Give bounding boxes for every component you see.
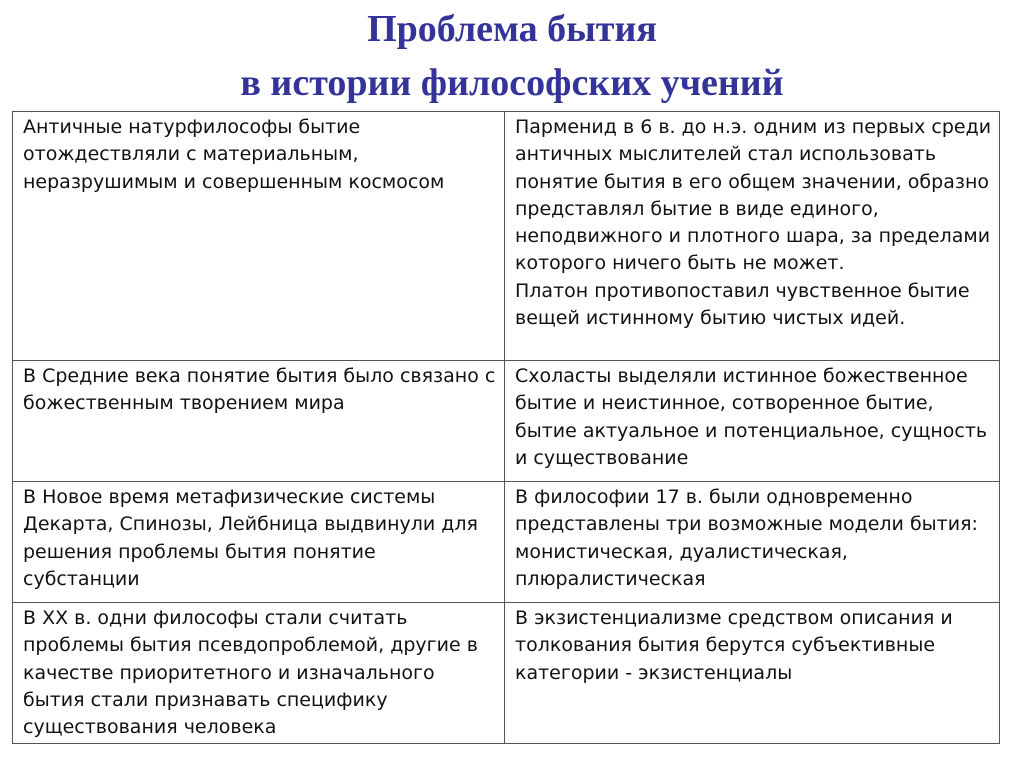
table-cell-left: В XX в. одни философы стали считать проблемы бытия псевдопроблемой, другие в качестве приоритетного и изначального бытия стали признавать специфику существования человека <box>13 603 505 744</box>
table-cell-right: В философии 17 в. были одновременно представлены три возможные модели бытия: монистическая, дуалистическая, плюралистическая <box>505 482 1000 603</box>
table-cell-right: Схоласты выделяли истинное божественное бытие и неистинное, сотворенное бытие, бытие актуальное и потенциальное, сущность и существование <box>505 361 1000 482</box>
philosophy-table <box>12 111 1000 744</box>
title-line-1: Проблема бытия <box>367 8 657 50</box>
table-cell-left: В Новое время метафизические системы Декарта, Спинозы, Лейбница выдвинули для решения проблемы бытия понятие субстанции <box>13 482 505 603</box>
table-cell-left: В Средние века понятие бытия было связано с божественным творением мира <box>13 361 505 482</box>
table-row-middle-ages <box>13 361 1000 482</box>
table-cell-left: Античные натурфилософы бытие отождествляли с материальным, неразрушимым и совершенным космосом <box>13 112 505 361</box>
slide-title <box>0 2 1024 110</box>
table-row-20th-century <box>13 603 1000 744</box>
table-row-modern-era <box>13 482 1000 603</box>
table-cell-right: Парменид в 6 в. до н.э. одним из первых среди античных мыслителей стал использовать понятие бытия в его общем значении, образно представлял бытие в виде единого, неподвижного и плотного шара, за пределами которого ничего быть не может. Платон противопоставил чувственное бытие вещей истинному бытию чистых идей. <box>505 112 1000 361</box>
table-cell-right: В экзистенциализме средством описания и толкования бытия берутся субъективные категории - экзистенциалы <box>505 603 1000 744</box>
title-line-2: в истории философских учений <box>240 62 784 104</box>
table-row-antiquity <box>13 112 1000 361</box>
